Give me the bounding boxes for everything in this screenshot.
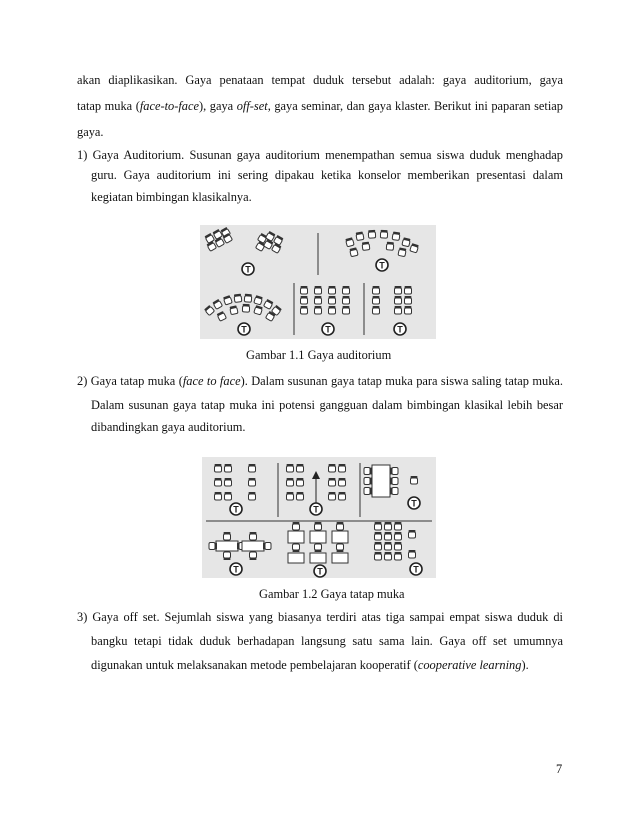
student-seat-icon [395, 532, 402, 540]
table-shape [372, 465, 390, 497]
arrow-head-icon [312, 471, 320, 479]
student-seat-icon [297, 478, 304, 486]
student-seat-icon [263, 299, 273, 309]
student-seat-icon [249, 478, 256, 486]
svg-text:T: T [313, 504, 319, 515]
figure-auditorium [200, 225, 436, 339]
svg-text:T: T [233, 504, 239, 515]
figure-tatap-muka [202, 457, 436, 578]
student-seat-icon [395, 542, 402, 550]
svg-text:T: T [241, 324, 247, 335]
student-seat-icon [337, 522, 344, 530]
svg-text:T: T [245, 264, 251, 275]
student-seat-icon [297, 464, 304, 472]
student-seat-icon [395, 296, 402, 304]
item1-line3: kegiatan bimbingan klasikalnya. [91, 190, 252, 204]
student-seat-icon [225, 492, 232, 500]
student-seat-icon [337, 544, 344, 552]
student-seat-icon [212, 299, 222, 309]
item3-line3: digunakan untuk melaksanakan metode pembelajaran kooperatif (cooperative learning). [91, 658, 529, 672]
student-seat-icon [345, 237, 354, 247]
student-seat-icon [297, 492, 304, 500]
teacher-marker-icon [242, 263, 254, 275]
student-seat-icon [249, 492, 256, 500]
item3-line2: bangku tetapi tidak duduk berhadapan langsung satu sama lain. Gaya off set umumnya [91, 634, 563, 648]
student-seat-icon [254, 305, 263, 315]
student-seat-icon [215, 464, 222, 472]
student-seat-icon [293, 522, 300, 530]
student-seat-icon [293, 544, 300, 552]
student-seat-icon [217, 311, 227, 321]
item1-line1: 1) Gaya Auditorium. Susunan gaya auditorium menempathan semua siswa duduk menghadap [77, 148, 563, 162]
svg-text:T: T [413, 564, 419, 575]
item3-line1: 3) Gaya off set. Sejumlah siswa yang biasanya terdiri atas tiga sampai empat siswa duduk di [77, 610, 563, 624]
student-seat-icon [375, 532, 382, 540]
figure2-caption: Gambar 1.2 Gaya tatap muka [259, 587, 405, 601]
student-seat-icon [339, 464, 346, 472]
teacher-marker-icon [394, 323, 406, 335]
student-seat-icon [385, 532, 392, 540]
student-seat-icon [402, 237, 411, 246]
student-seat-icon [301, 306, 308, 314]
page-number: 7 [556, 762, 563, 776]
student-seat-icon [343, 286, 350, 294]
table-shape [242, 541, 264, 551]
student-seat-icon [234, 294, 242, 303]
student-seat-icon [364, 488, 372, 495]
student-seat-icon [209, 543, 217, 550]
student-seat-icon [385, 552, 392, 560]
student-seat-icon [410, 243, 419, 253]
item2-line2: Dalam susunan gaya tatap muka ini potensi gangguan dalam bimbingan klasikal lebih besar [91, 398, 563, 412]
student-seat-icon [223, 295, 232, 305]
student-seat-icon [405, 306, 412, 314]
student-seat-icon [339, 492, 346, 500]
student-seat-icon [386, 242, 394, 251]
student-seat-icon [329, 464, 336, 472]
table-shape [310, 553, 326, 563]
student-seat-icon [315, 306, 322, 314]
student-seat-icon [242, 304, 249, 312]
student-seat-icon [230, 305, 239, 314]
student-seat-icon [249, 464, 256, 472]
student-seat-icon [329, 306, 336, 314]
student-seat-icon [409, 530, 416, 538]
student-seat-icon [215, 478, 222, 486]
student-seat-icon [362, 242, 370, 251]
figure1-caption: Gambar 1.1 Gaya auditorium [246, 348, 392, 362]
svg-text:T: T [233, 564, 239, 575]
student-seat-icon [380, 230, 387, 238]
para0-line2: tatap muka (face-to-face), gaya off-set, gaya seminar, dan gaya klaster. Berikut ini paparan setiap [77, 99, 563, 113]
student-seat-icon [398, 247, 406, 256]
student-seat-icon [263, 543, 271, 550]
student-seat-icon [343, 296, 350, 304]
student-seat-icon [409, 550, 416, 558]
item2-line1: 2) Gaya tatap muka (face to face). Dalam susunan gaya tatap muka para siswa saling tatap muka. [77, 374, 564, 388]
student-seat-icon [392, 232, 400, 241]
student-seat-icon [395, 522, 402, 530]
student-seat-icon [204, 305, 215, 316]
student-seat-icon [373, 286, 380, 294]
student-seat-icon [375, 542, 382, 550]
student-seat-icon [315, 296, 322, 304]
student-seat-icon [315, 544, 322, 552]
student-seat-icon [364, 468, 372, 475]
svg-text:T: T [325, 324, 331, 335]
table-shape [332, 531, 348, 543]
teacher-marker-icon [238, 323, 250, 335]
face-to-face-illustration [202, 457, 436, 578]
teacher-marker-icon [410, 563, 422, 575]
student-seat-icon [390, 478, 398, 485]
student-seat-icon [364, 478, 372, 485]
student-seat-icon [315, 522, 322, 530]
table-shape [310, 531, 326, 543]
student-seat-icon [405, 286, 412, 294]
student-seat-icon [329, 492, 336, 500]
table-shape [216, 541, 238, 551]
student-seat-icon [390, 468, 398, 475]
student-seat-icon [411, 476, 418, 484]
student-seat-icon [373, 296, 380, 304]
student-seat-icon [373, 306, 380, 314]
svg-text:T: T [411, 498, 417, 509]
student-seat-icon [349, 247, 358, 256]
student-seat-icon [287, 478, 294, 486]
student-seat-icon [287, 464, 294, 472]
teacher-marker-icon [314, 565, 326, 577]
student-seat-icon [390, 488, 398, 495]
student-seat-icon [250, 552, 257, 560]
item2-line3: dibandingkan gaya auditorium. [91, 420, 246, 434]
table-shape [288, 553, 304, 563]
student-seat-icon [224, 552, 231, 560]
student-seat-icon [254, 295, 263, 305]
student-seat-icon [215, 492, 222, 500]
student-seat-icon [225, 478, 232, 486]
student-seat-icon [356, 231, 364, 240]
teacher-marker-icon [322, 323, 334, 335]
student-seat-icon [244, 294, 252, 303]
item1-line2: guru. Gaya auditorium ini sering dipakau ketika konselor memberikan presentasi dalam [91, 168, 563, 182]
student-seat-icon [301, 296, 308, 304]
auditorium-illustration [200, 225, 436, 339]
student-seat-icon [339, 478, 346, 486]
table-shape [332, 553, 348, 563]
svg-text:T: T [317, 566, 323, 577]
student-seat-icon [395, 286, 402, 294]
student-seat-icon [343, 306, 350, 314]
teacher-marker-icon [230, 503, 242, 515]
student-seat-icon [224, 532, 231, 540]
student-seat-icon [395, 552, 402, 560]
svg-text:T: T [379, 260, 385, 271]
student-seat-icon [375, 552, 382, 560]
teacher-marker-icon [376, 259, 388, 271]
teacher-marker-icon [408, 497, 420, 509]
student-seat-icon [405, 296, 412, 304]
student-seat-icon [395, 306, 402, 314]
student-seat-icon [250, 532, 257, 540]
student-seat-icon [315, 286, 322, 294]
table-shape [288, 531, 304, 543]
student-seat-icon [385, 522, 392, 530]
para0-line1: akan diaplikasikan. Gaya penataan tempat duduk tersebut adalah: gaya auditorium, gaya [77, 73, 563, 87]
teacher-marker-icon [230, 563, 242, 575]
student-seat-icon [329, 478, 336, 486]
student-seat-icon [225, 464, 232, 472]
student-seat-icon [368, 230, 376, 238]
svg-text:T: T [397, 324, 403, 335]
student-seat-icon [385, 542, 392, 550]
teacher-marker-icon [310, 503, 322, 515]
student-seat-icon [375, 522, 382, 530]
para0-line3: gaya. [77, 125, 104, 139]
student-seat-icon [287, 492, 294, 500]
student-seat-icon [329, 296, 336, 304]
student-seat-icon [301, 286, 308, 294]
student-seat-icon [329, 286, 336, 294]
